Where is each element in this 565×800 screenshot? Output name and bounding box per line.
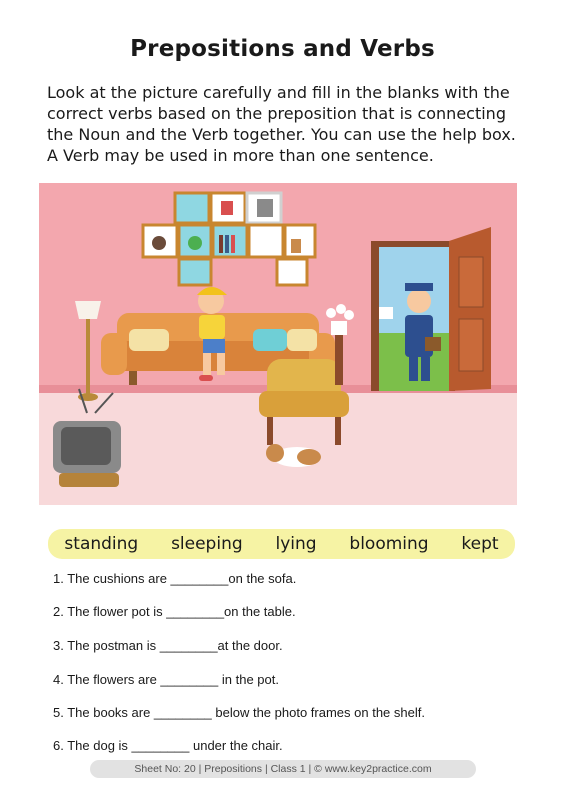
question-5: 5. The books are ________ below the photo frames on the shelf. — [53, 705, 425, 720]
question-2: 2. The flower pot is ________on the table. — [53, 604, 296, 619]
help-word-3: lying — [275, 534, 317, 554]
help-word-4: blooming — [349, 534, 429, 554]
question-4: 4. The flowers are ________ in the pot. — [53, 672, 279, 687]
help-box — [48, 529, 515, 559]
instructions-text: Look at the picture carefully and fill in the blanks with the correct verbs based on the preposition that is connecting the Noun and the Verb together. You can use the help box. A Verb may be used in more than one sentence. — [47, 83, 516, 165]
question-3: 3. The postman is ________at the door. — [53, 638, 283, 653]
page-title: Prepositions and Verbs — [130, 36, 435, 62]
help-word-5: kept — [461, 534, 499, 554]
help-word-1: standing — [64, 534, 139, 554]
room-illustration — [39, 183, 517, 505]
footer-bar: Sheet No: 20 | Prepositions | Class 1 | © www.key2practice.com — [90, 760, 476, 778]
question-1: 1. The cushions are ________on the sofa. — [53, 571, 297, 586]
question-6: 6. The dog is ________ under the chair. — [53, 738, 283, 753]
help-word-2: sleeping — [171, 534, 243, 554]
